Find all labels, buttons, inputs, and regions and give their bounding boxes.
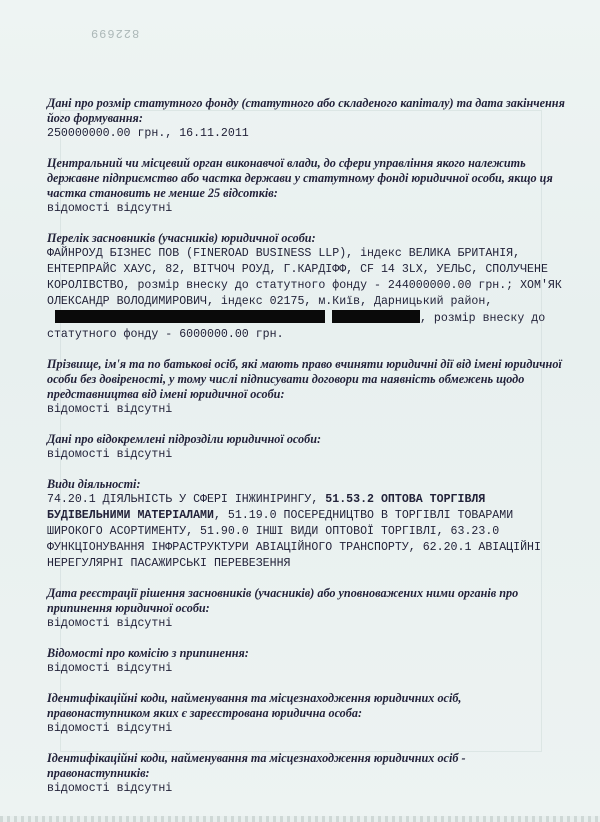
section-heading: Дані про розмір статутного фонду (статутного або складеного капіталу) та дата закінчення його формування:: [47, 96, 565, 125]
section-heading: Перелік засновників (учасників) юридичної особи:: [47, 231, 316, 245]
section-termination-commission: [47, 646, 567, 677]
section-state-share: [47, 156, 567, 217]
section-founders: [47, 231, 567, 343]
section-activities: [47, 477, 567, 572]
section-value: відомості відсутні: [47, 617, 173, 630]
section-value: відомості відсутні: [47, 403, 173, 416]
section-value: відомості відсутні: [47, 722, 173, 735]
section-heading: Ідентифікаційні коди, найменування та місцезнаходження юридичних осіб - правонаступників:: [47, 751, 466, 780]
section-value: відомості відсутні: [47, 662, 173, 675]
activities-text: [47, 492, 567, 572]
redaction-bar: [55, 310, 325, 323]
founders-line-1: ФАЙНРОУД БІЗНЕС ПОВ (FINEROAD BUSINESS LLP), індекс ВЕЛИКА БРИТАНІЯ, ЕНТЕРПРАЙС ХАУС, 82, ВІТЧОЧ РОУД, Г.КАРДІФФ, CF 14 3LX, УЕЛЬС, СПОЛУЧЕНЕ КОРОЛІВСТВО, розмір внеску до статутного фонду - 244000000.00 грн.; ХОМ'ЯК ОЛЕКСАНДР ВОЛОДИМИРОВИЧ, індекс 02175, м.Київ, Дарницький район,: [47, 247, 562, 308]
bottom-edge-pattern: [0, 816, 600, 822]
section-heading: Прізвище, ім'я та по батькові осіб, які мають право вчиняти юридичні дії від імені юридичної особи без довіреності, у тому числі підписувати договори та наявність обмежень щодо представництва від імені юридичної особи:: [47, 357, 562, 401]
document-content: [47, 96, 567, 811]
founders-line-2: , розмір внеску до статутного фонду - 6000000.00 грн.: [47, 312, 546, 341]
activities-part-2: , 51.19.0 ПОСЕРЕДНИЦТВО В ТОРГІВЛІ ТОВАРАМИ ШИРОКОГО АСОРТИМЕНТУ, 51.90.0 ІНШІ ВИДИ ОПТОВОЇ ТОРГІВЛІ, 63.23.0 ФУНКЦІОНУВАННЯ ІНФРАСТРУКТУРИ АВІАЦІЙНОГО ТРАНСПОРТУ, 62.20.1 АВІАЦІЙНІ НЕРЕГУЛЯРНІ ПАСАЖИРСЬКІ ПЕРЕВЕЗЕННЯ: [47, 509, 541, 570]
section-predecessors: [47, 691, 567, 737]
section-successors: [47, 751, 567, 797]
section-capital: [47, 96, 567, 142]
serial-number: 822699: [90, 26, 140, 40]
redaction-bar: [332, 310, 420, 323]
section-heading: Дата реєстрації рішення засновників (учасників) або уповноважених ними органів про припинення юридичної особи:: [47, 586, 519, 615]
section-signatories: [47, 357, 567, 418]
section-termination-date: [47, 586, 567, 632]
section-heading: Види діяльності:: [47, 477, 141, 491]
section-value: відомості відсутні: [47, 782, 173, 795]
section-heading: Дані про відокремлені підрозділи юридичної особи:: [47, 432, 322, 446]
section-value: відомості відсутні: [47, 202, 173, 215]
section-heading: Центральний чи місцевий орган виконавчої влади, до сфери управління якого належить державне підприємство або частка держави у статутному фонді юридичної особи, якщо ця частка становить не менше 25 відсотків:: [47, 156, 553, 200]
section-heading: Ідентифікаційні коди, найменування та місцезнаходження юридичних осіб, правонаступником яких є зареєстрована юридична особа:: [47, 691, 462, 720]
section-heading: Відомості про комісію з припинення:: [47, 646, 249, 660]
section-value: відомості відсутні: [47, 448, 173, 461]
activities-part-1: 74.20.1 ДІЯЛЬНІСТЬ У СФЕРІ ІНЖИНІРИНГУ,: [47, 493, 326, 506]
founders-text: [47, 246, 567, 343]
section-value: 250000000.00 грн., 16.11.2011: [47, 127, 249, 140]
section-branches: [47, 432, 567, 463]
activities-bold: 51.53.2 ОПТОВА ТОРГІВЛЯ БУДІВЕЛЬНИМИ МАТЕРІАЛАМИ: [47, 493, 486, 522]
